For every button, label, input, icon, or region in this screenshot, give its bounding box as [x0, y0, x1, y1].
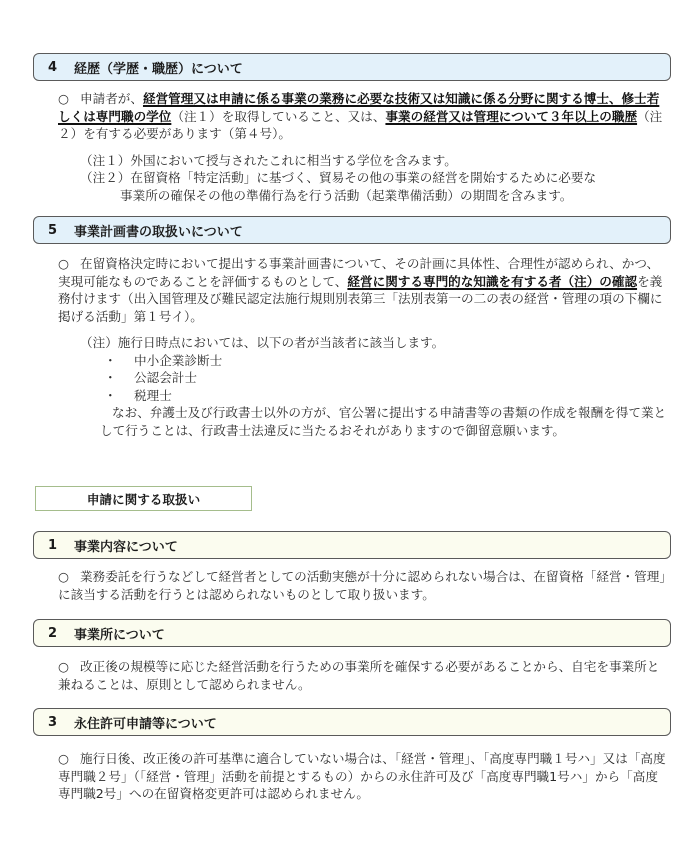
- section-title: 永住許可申請等について: [74, 716, 217, 732]
- list-item: ・ 公認会計士: [104, 370, 197, 385]
- section-header-5: [33, 216, 671, 244]
- business-content-paragraph: ○ 業務委託を行うなどして経営者としての活動実態が十分に認められない場合は、在留資格「経営・管理」に該当する活動を行うとは認められないものとして取り扱います。: [58, 569, 666, 602]
- circle-bullet-icon: ○: [58, 91, 69, 106]
- section-4-paragraph: ○ 申請者が、経営管理又は申請に係る事業の業務に必要な技術又は知識に係る分野に関する博士、修士若しくは専門職の学位（注１）を取得していること、又は、事業の経営又は管理について３年以上の職歴（注２）を有する必要があります（第４号）。: [58, 91, 663, 141]
- note-remark: なお、弁護士及び行政書士以外の方が、官公署に提出する申請書等の書類の作成を報酬を得て業として行うことは、行政書士法違反に当たるおそれがありますので御留意願います。: [100, 405, 667, 438]
- section-title: 事業内容について: [74, 539, 178, 555]
- circle-bullet-icon: ○: [58, 659, 69, 674]
- emphasis-text: 事業の経営又は管理について３年以上の職歴: [385, 108, 638, 124]
- circle-bullet-icon: ○: [58, 569, 69, 584]
- section-number: 4: [48, 59, 58, 75]
- section-number: 1: [48, 537, 58, 553]
- section-title: 経歴（学歴・職歴）について: [74, 61, 243, 77]
- section-number: 3: [48, 714, 58, 730]
- list-item: ・ 中小企業診断士: [104, 352, 223, 368]
- section-header-4: [33, 53, 671, 81]
- circle-bullet-icon: ○: [58, 751, 69, 766]
- section-title: 事業所について: [74, 627, 165, 643]
- note-qualified-persons: （注）施行日時点においては、以下の者が当該者に該当します。 ・ 中小企業診断士 ・ 公認会計士 ・ 税理士 なお、弁護士及び行政書士以外の方が、官公署に提出する申請書等の書類の作成を報酬を得て業として行うことは、行政書士法違反に当たるおそれがありますので御留意願います。: [80, 334, 670, 439]
- section-header-permanent-residence: [33, 708, 671, 736]
- section-5-paragraph: ○ 在留資格決定時において提出する事業計画書について、その計画に具体性、合理性が認められ、かつ、実現可能なものであることを評価するものとして、経営に関する専門的な知識を有する者（注）の確認を義務付けます（出入国管理及び難民認定法施行規則別表第三「法別表第一の二の表の経営・管理の項の下欄に掲げる活動」第１号イ）。: [58, 256, 663, 324]
- section-number: 5: [48, 222, 58, 238]
- permanent-residence-paragraph: ○ 施行日後、改正後の許可基準に適合していない場合は、「経営・管理」、「高度専門職１号ハ」又は「高度専門職２号」（「経営・管理」活動を前提とするもの）からの永住許可及び「高度専門職1号ハ」から「高度専門職2号」への在留資格変更許可は認められません。: [58, 751, 666, 801]
- application-handling-label: 申請に関する取扱い: [35, 486, 252, 511]
- section-number: 2: [48, 625, 58, 641]
- note-2: （注２）在留資格「特定活動」に基づく、貿易その他の事業の経営を開始するために必要な 事業所の確保その他の準備行為を行う活動（起業準備活動）の期間を含みます。: [80, 170, 597, 203]
- office-paragraph: ○ 改正後の規模等に応じた経営活動を行うための事業所を確保する必要があることから、自宅を事業所と兼ねることは、原則として認められません。: [58, 659, 660, 692]
- circle-bullet-icon: ○: [58, 256, 69, 271]
- emphasis-text: 経営に関する専門的な知識を有する者（注）の確認: [347, 273, 638, 289]
- section-header-business-content: [33, 531, 671, 559]
- list-item: ・ 税理士: [104, 387, 172, 403]
- section-header-office: [33, 619, 671, 647]
- section-title: 事業計画書の取扱いについて: [74, 224, 243, 240]
- note-1: （注１）外国において授与されたこれに相当する学位を含みます。: [80, 153, 457, 168]
- emphasis-text: 経営管理又は申請に係る事業の業務に必要な技術又は知識に係る分野に関する博士、修士若しくは専門職の学位: [58, 91, 660, 124]
